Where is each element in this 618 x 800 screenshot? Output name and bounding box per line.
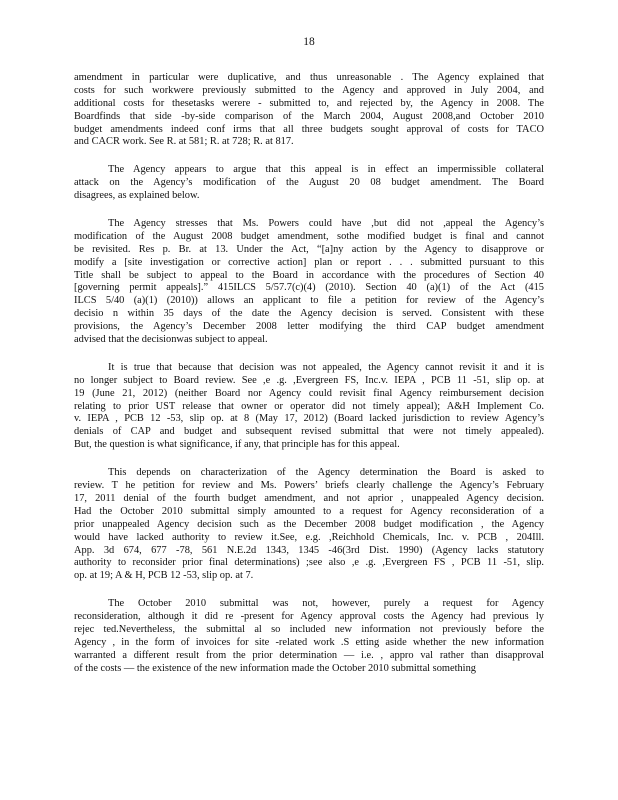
text-line: This depends on characterization of the Agency determination the Board is asked to [108, 467, 544, 479]
text-line: would have lacked authority to review it.See, e.g. ,Reichhold Chemicals, Inc. v. PCB , 204Ill. [74, 531, 544, 543]
text-line: Title shall be subject to appeal to the Board in accordance with the procedures of Section 40 [74, 269, 544, 281]
text-line: rejec ted.Nevertheless, the submittal al so included new information not previously before the [74, 623, 544, 635]
text-line: be revisited. Res p. Br. at 13. Under the Act, “[a]ny action by the Agency to disapprove or [74, 243, 544, 255]
text-line: op. at 19; A & H, PCB 12 -53, slip op. at 7. [74, 570, 254, 582]
text-line: Had the October 2010 submittal simply amounted to a request for Agency reconsideration of a [74, 505, 544, 517]
text-line: modification of the August 2008 budget amendment, sothe modified budget is final and cannot [74, 230, 544, 242]
text-line: and CACR work. See R. at 581; R. at 728; R. at 817. [74, 136, 294, 148]
text-line: The Agency stresses that Ms. Powers could have ,but did not ,appeal the Agency’s [108, 218, 544, 230]
text-line: App. 3d 674, 677 -78, 561 N.E.2d 1343, 1345 -46(3rd Dist. 1990) (Agency lacks statutory [74, 544, 544, 556]
text-line: disagrees, as explained below. [74, 190, 200, 202]
text-line: It is true that because that decision was not appealed, the Agency cannot revisit it and it is [108, 361, 544, 373]
text-line: advised that the decisionwas subject to appeal. [74, 334, 268, 346]
text-line: decisio n within 35 days of the date the Agency decision is served. Consistent with these [74, 308, 544, 320]
paragraph [74, 467, 544, 583]
text-line: warranted a different result from the prior determination — i.e. , appro val rather than disapproval [74, 649, 544, 661]
paragraph [74, 164, 544, 203]
text-line: 19 (June 21, 2012) (neither Board nor Agency could revisit final Agency reimbursement decision [74, 387, 544, 399]
text-line: 17, 2011 denial of the fourth budget amendment, and not aprior , unappealed Agency decision. [74, 492, 544, 504]
text-line: budget amendments indeed conf irms that all three budgets sought approval of costs for TACO [74, 123, 544, 135]
text-line: prior unappealed Agency decision such as the December 2008 budget modification , the Agency [74, 518, 544, 530]
paragraph [74, 598, 544, 675]
text-line: The Agency appears to argue that this appeal is in effect an impermissible collateral [108, 164, 544, 176]
text-line: additional costs for thesetasks werere - submitted to, and rejected by, the Agency in 2008. The [74, 97, 544, 109]
text-line: Boardfinds that side -by-side comparison of the March 2004, August 2008,and October 2010 [74, 110, 544, 122]
text-line: The October 2010 submittal was not, however, purely a request for Agency [108, 598, 544, 610]
text-line: amendment in particular were duplicative, and thus unreasonable . The Agency explained that [74, 72, 544, 83]
text-line: review. T he petition for review and Ms. Powers’ briefs clearly challenge the Agency’s February [74, 480, 544, 492]
text-line: costs for such workwere previously submitted to the Agency and approved in July 2004, and [74, 84, 544, 96]
paragraph [74, 218, 544, 347]
text-line: provisions, the Agency’s December 2008 letter modifying the third CAP budget amendment [74, 321, 544, 333]
text-line: relating to prior UST release that owner or operator did not timely appeal); A&H Implement Co. [74, 400, 544, 412]
paragraph [74, 72, 544, 149]
text-line: v. IEPA , PCB 12 -53, slip op. at 8 (May 17, 2012) (Board lacked jurisdiction to review Agency’s [74, 413, 544, 425]
text-line: authority to reconsider prior final determinations) ;see also ,e .g. ,Evergreen FS , PCB 11 -51, slip. [74, 557, 544, 569]
text-line: reconsideration, although it did re -present for Agency approval costs the Agency had previous ly [74, 611, 544, 623]
text-line: Agency , in the form of invoices for site -related work .S etting aside whether the new information [74, 636, 544, 648]
text-line: attack on the Agency’s modification of the August 20 08 budget amendment. The Board [74, 177, 544, 189]
text-line: denials of CAP and budget and subsequent revised submittal that were not timely appealed). [74, 426, 544, 438]
paragraph [74, 362, 544, 452]
text-line: modify a [site investigation or corrective action] plan or report . . . submitted pursuant to this [74, 256, 544, 268]
document-body [74, 72, 544, 691]
text-line: of the costs — the existence of the new information made the October 2010 submittal something [74, 662, 476, 674]
text-line: But, the question is what significance, if any, that principle has for this appeal. [74, 439, 400, 451]
text-line: no longer subject to Board review. See ,e .g. ,Evergreen FS, Inc.v. IEPA , PCB 11 -51, slip op. at [74, 374, 544, 386]
page-number: 18 [303, 36, 315, 48]
text-line: [governing permit appeals].” 415ILCS 5/57.7(c)(4) (2010). Section 40 (a)(1) of the Act (415 [74, 282, 544, 294]
text-line: ILCS 5/40 (a)(1) (2010)) allows an applicant to file a petition for review of the Agency’s [74, 295, 544, 307]
